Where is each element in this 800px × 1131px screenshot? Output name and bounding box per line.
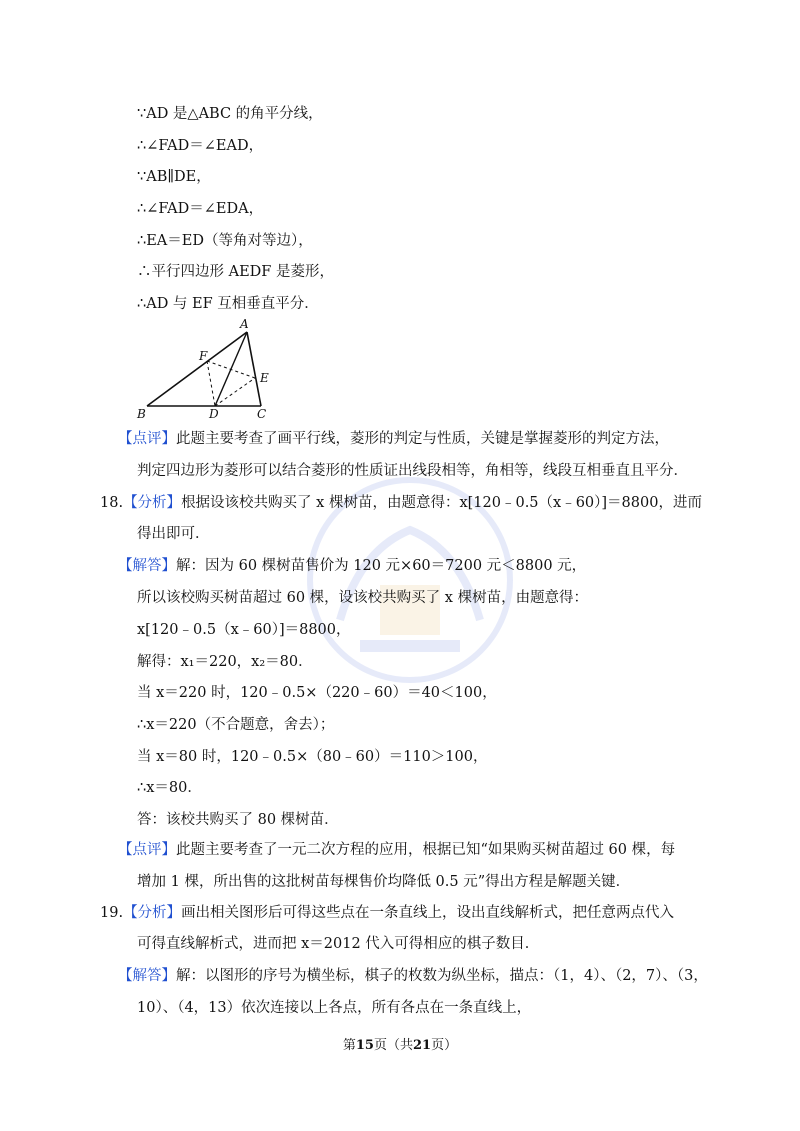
comment-tag: 【点评】 <box>118 842 176 858</box>
proof-line: ∴AD 与 EF 互相垂直平分． <box>137 296 319 312</box>
comment-tag: 【点评】 <box>118 431 176 447</box>
q19-analysis-line2: 可得直线解析式，进而把 x＝2012 代入可得相应的棋子数目． <box>137 936 540 952</box>
proof-line: ∴∠FAD＝∠EDA， <box>137 201 264 217</box>
q18-answer-line: 当 x＝220 时，120﹣0.5×（220﹣60）＝40＜100， <box>137 685 497 701</box>
q18-answer-line: 所以该校购买树苗超过 60 棵，设该校共购买了 x 棵树苗，由题意得： <box>137 590 589 606</box>
q18-answer-line: 答：该校共购买了 80 棵树苗． <box>137 812 339 828</box>
analysis-tag: 【分析】 <box>123 495 182 511</box>
proof-line: ∵AB∥DE， <box>137 169 211 185</box>
q19-answer-line2: 10）、（4，13）依次连接以上各点，所有各点在一条直线上， <box>137 1000 532 1016</box>
figure-label: D <box>209 407 219 421</box>
page-total: 21 <box>413 1038 432 1053</box>
answer-tag: 【解答】 <box>118 968 176 984</box>
page-number: 15 <box>355 1038 374 1053</box>
proof-line: ∴∠FAD＝∠EAD， <box>137 138 264 154</box>
q18-analysis-line2: 得出即可． <box>137 526 210 542</box>
proof-line: ∵AD 是△ABC 的角平分线， <box>137 106 323 122</box>
q18-analysis-line1: 18.【分析】根据设该校共购买了 x 棵树苗，由题意得：x[120﹣0.5（x﹣60）]＝8800，进而 <box>100 495 702 511</box>
triangle-figure <box>135 318 295 423</box>
q19-answer-line1: 【解答】解：以图形的序号为横坐标，棋子的枚数为纵坐标，描点：（1，4）、（2，7）、（3， <box>118 968 708 984</box>
q18-comment-line1: 【点评】此题主要考查了一元二次方程的应用，根据已知“如果购买树苗超过 60 棵，每 <box>118 842 676 858</box>
q18-answer-line: ∴x＝80． <box>137 780 202 796</box>
q19-analysis-line1: 19.【分析】画出相关图形后可得这些点在一条直线上，设出直线解析式，把任意两点代入 <box>100 905 675 921</box>
q18-answer-line: x[120﹣0.5（x﹣60）]＝8800， <box>137 622 351 638</box>
q18-answer-line: ∴x＝220（不合题意，舍去）； <box>137 717 335 733</box>
analysis-tag: 【分析】 <box>123 905 182 921</box>
figure-label: C <box>257 407 267 421</box>
q18-answer-line: 【解答】解：因为 60 棵树苗售价为 120 元×60＝7200 元＜8800 元， <box>118 558 587 574</box>
question-number: 19. <box>100 905 124 921</box>
comment-17-line2: 判定四边形为菱形可以结合菱形的性质证出线段相等，角相等，线段互相垂直且平分． <box>137 463 688 479</box>
q18-answer-line: 解得：x₁＝220，x₂＝80． <box>137 654 313 670</box>
proof-line: ∴平行四边形 AEDF 是菱形， <box>137 264 334 280</box>
comment-17-line1: 【点评】此题主要考查了画平行线，菱形的判定与性质，关键是掌握菱形的判定方法， <box>118 431 669 447</box>
answer-tag: 【解答】 <box>118 558 176 574</box>
page-footer: 第15页（共21页） <box>342 1038 458 1053</box>
figure-label: B <box>137 407 146 421</box>
question-number: 18. <box>100 495 124 511</box>
figure-label: E <box>260 371 269 385</box>
figure-label: F <box>199 349 208 363</box>
proof-line: ∴EA＝ED（等角对等边）， <box>137 233 313 249</box>
q18-answer-line: 当 x＝80 时，120﹣0.5×（80﹣60）＝110＞100， <box>137 749 488 765</box>
q18-comment-line2: 增加 1 棵，所出售的这批树苗每棵售价均降低 0.5 元”得出方程是解题关键． <box>137 874 631 890</box>
figure-label: A <box>240 318 249 331</box>
